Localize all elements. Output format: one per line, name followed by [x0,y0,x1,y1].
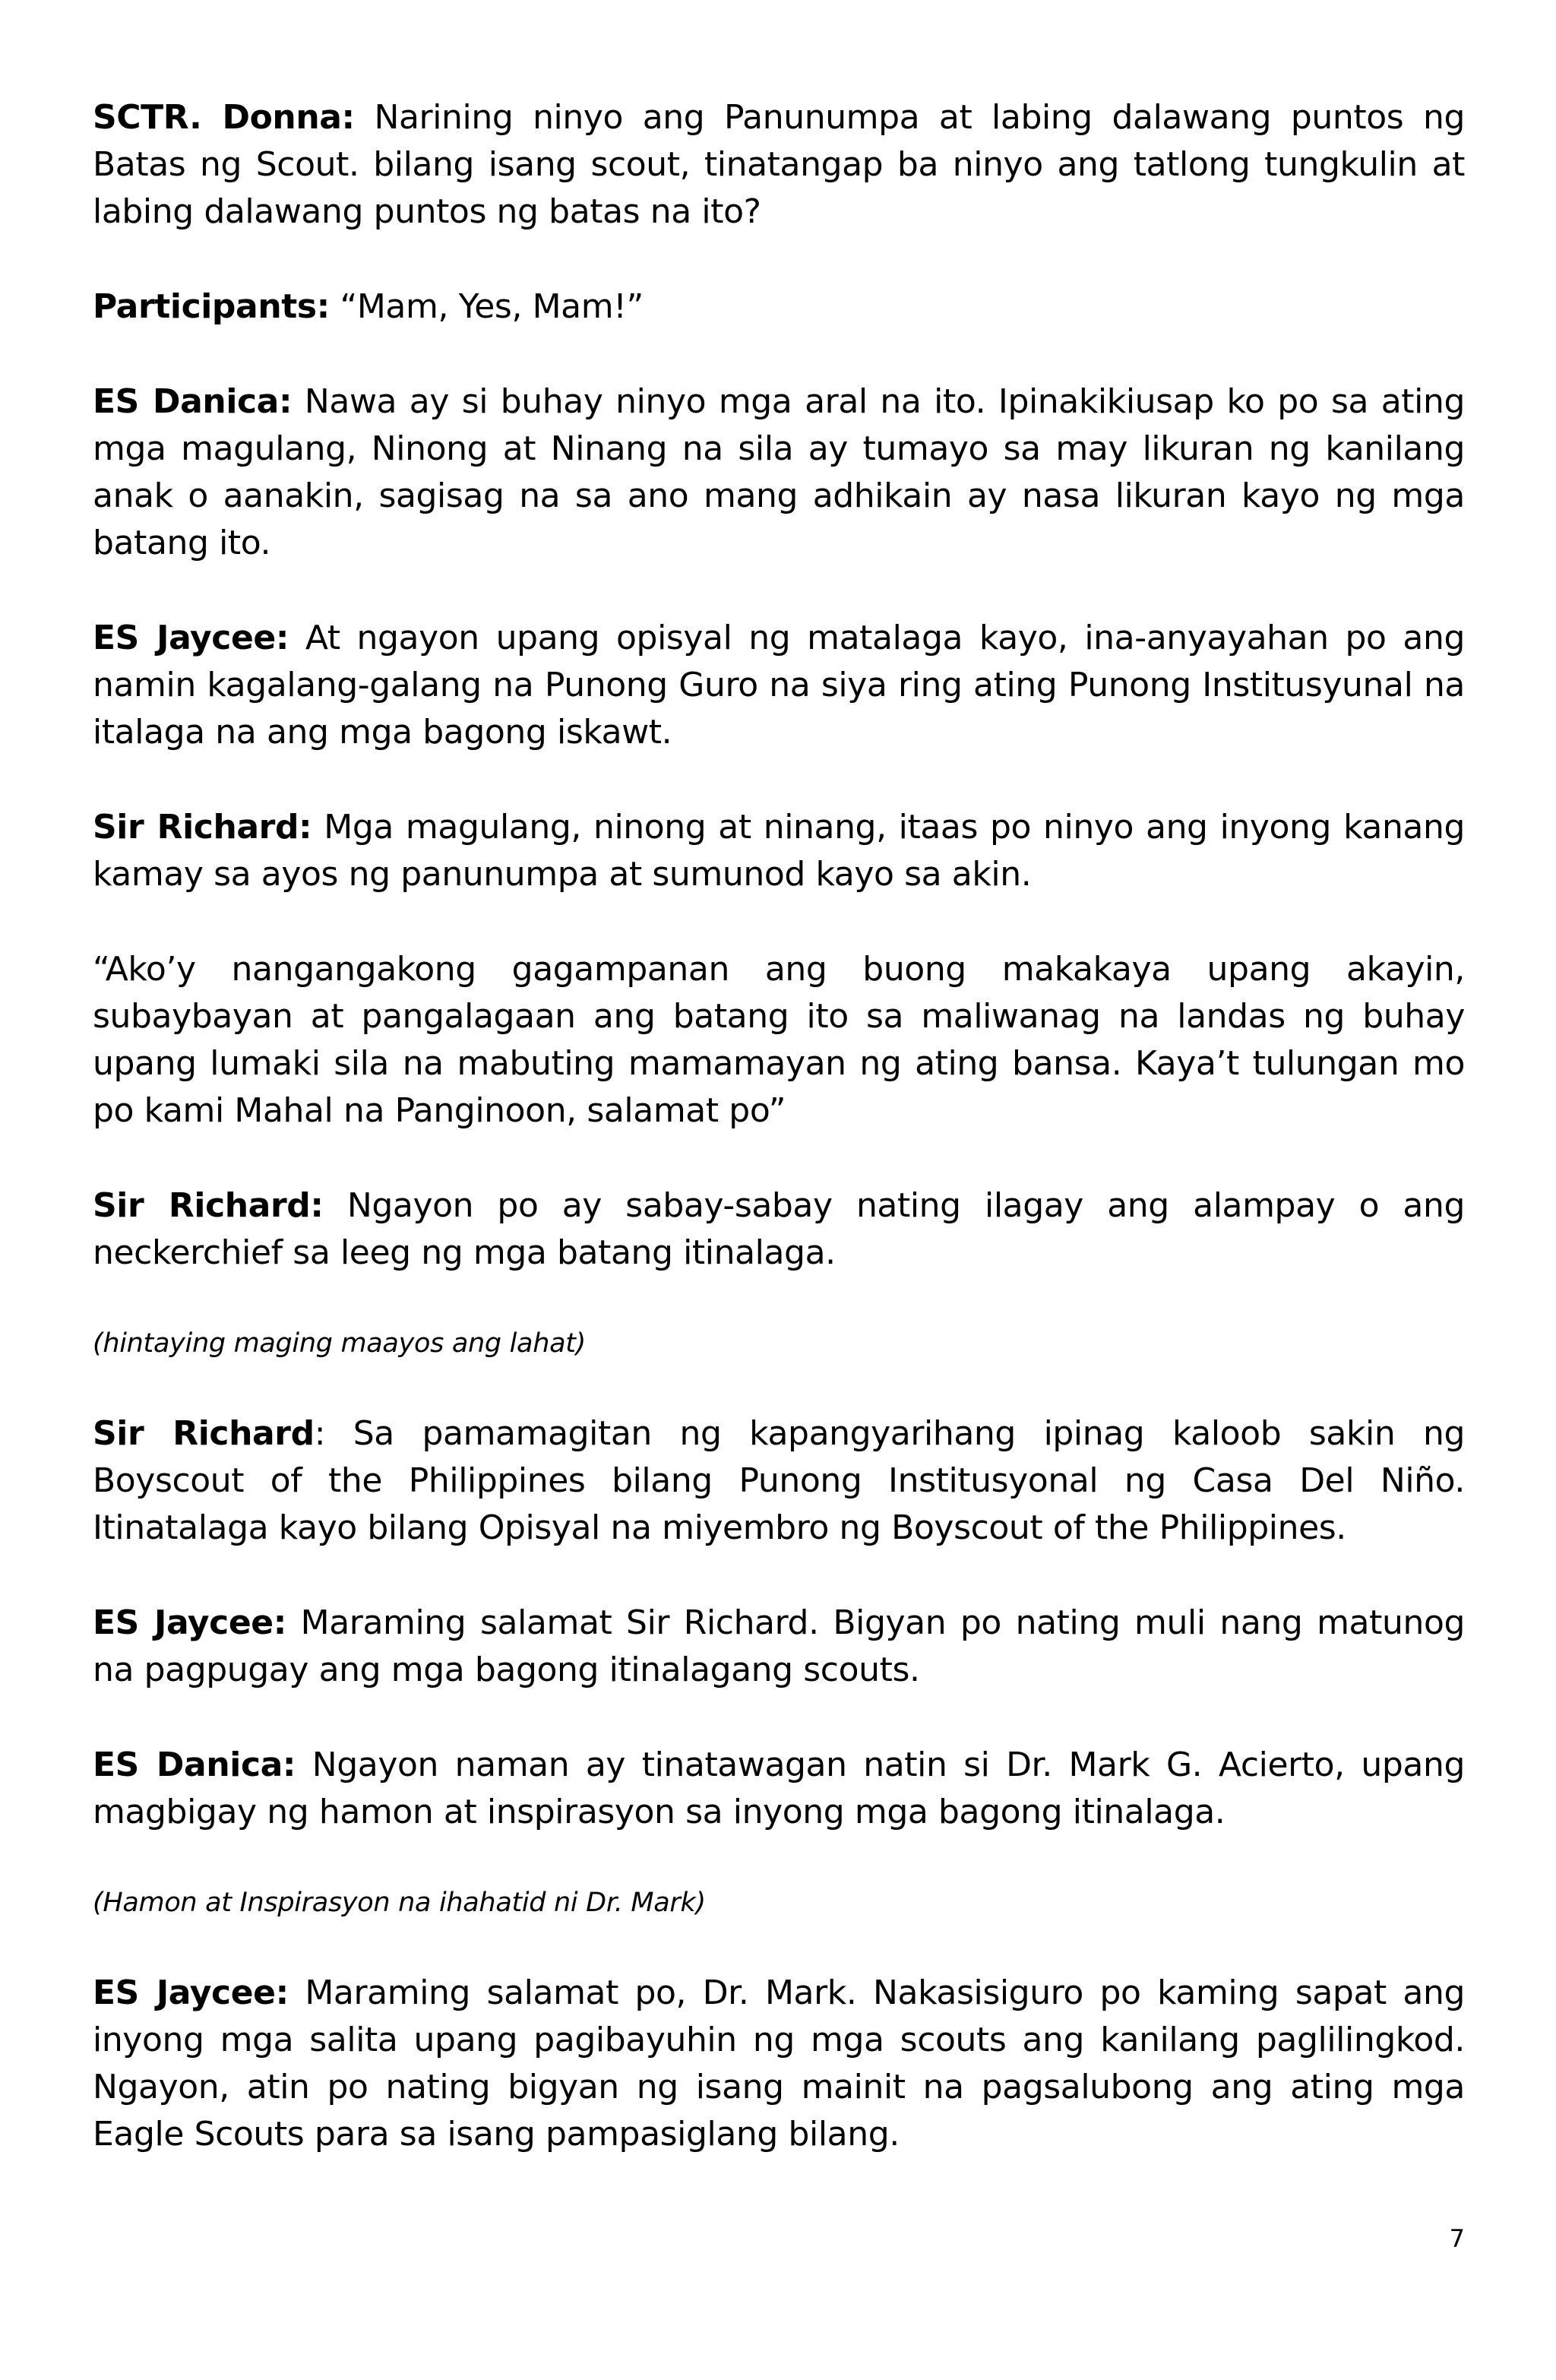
oath-paragraph [93,946,1465,1135]
speaker-label: Sir Richard [93,1414,315,1453]
dialogue-paragraph [93,378,1465,567]
dialogue-text: Narining ninyo ang Panunumpa at labing dalawang puntos ng Batas ng Scout. bilang isang scout, tinatangap ba ninyo ang tatlong tungkulin at labing dalawang puntos ng batas na ito? [93,98,1465,231]
stage-direction-text: (Hamon at Inspirasyon na ihahatid ni Dr. Mark) [93,1888,706,1918]
speaker-label: ES Jaycee: [93,1603,286,1642]
dialogue-text: Nawa ay si buhay ninyo mga aral na ito. Ipinakikiusap ko po sa ating mga magulang, Ninong at Ninang na sila ay tumayo sa may likuran ng kanilang anak o aanakin, sagisag na sa ano mang adhikain ay nasa likuran kayo ng mga batang ito. [93,382,1465,562]
speaker-label: Sir Richard: [93,1186,324,1225]
dialogue-text: Maraming salamat Sir Richard. Bigyan po nating muli nang matunog na pagpugay ang mga bagong itinalagang scouts. [93,1603,1465,1689]
dialogue-text: Mga magulang, ninong at ninang, itaas po ninyo ang inyong kanang kamay sa ayos ng panunumpa at sumunod kayo sa akin. [93,808,1466,894]
dialogue-paragraph [93,283,1465,331]
dialogue-text: Ngayon po ay sabay-sabay nating ilagay ang alampay o ang neckerchief sa leeg ng mga batang itinalaga. [93,1186,1465,1272]
script-body [93,94,1465,2206]
dialogue-paragraph [93,94,1465,236]
stage-direction-text: (hintaying maging maayos ang lahat) [93,1328,587,1359]
speaker-label: ES Jaycee: [93,1973,289,2012]
speaker-label: Sir Richard: [93,808,312,847]
speaker-label: ES Jaycee: [93,619,289,657]
page-number: 7 [1449,2224,1465,2253]
stage-direction [93,1325,1465,1362]
dialogue-text: : Sa pamamagitan ng kapangyarihang ipinag kaloob sakin ng Boyscout of the Philippines bilang Punong Institusyonal ng Casa Del Niño. Itinatalaga kayo bilang Opisyal na miyembro ng Boyscout of the Philippines. [93,1414,1465,1547]
dialogue-text: Ngayon naman ay tinatawagan natin si Dr. Mark G. Acierto, upang magbigay ng hamon at inspirasyon sa inyong mga bagong itinalaga. [93,1745,1466,1831]
speaker-label: Participants: [93,287,330,326]
stage-direction [93,1884,1465,1922]
dialogue-paragraph [93,1182,1465,1277]
dialogue-text: At ngayon upang opisyal ng matalaga kayo, ina-anyayahan po ang namin kagalang-galang na Punong Guro na siya ring ating Punong Institusyunal na italaga na ang mga bagong iskawt. [93,619,1465,752]
speaker-label: ES Danica: [93,1745,296,1784]
dialogue-paragraph [93,615,1465,756]
speaker-label: SCTR. Donna: [93,98,355,137]
dialogue-paragraph [93,804,1465,898]
dialogue-paragraph [93,1742,1465,1836]
dialogue-text: “Mam, Yes, Mam!” [329,287,644,326]
speaker-label: ES Danica: [93,382,293,421]
dialogue-text: Maraming salamat po, Dr. Mark. Nakasisiguro po kaming sapat ang inyong mga salita upang pagibayuhin ng mga scouts ang kanilang paglilingkod. Ngayon, atin po nating bigyan ng isang mainit na pagsalubong ang ating mga Eagle Scouts para sa isang pampasiglang bilang. [93,1973,1465,2154]
dialogue-paragraph [93,1970,1465,2158]
oath-text: “Ako’y nangangakong gagampanan ang buong makakaya upang akayin, subaybayan at pangalagaan ang batang ito sa maliwanag na landas ng buhay upang lumaki sila na mabuting mamamayan ng ating bansa. Kaya’t tulungan mo po kami Mahal na Panginoon, salamat po” [93,950,1465,1130]
dialogue-paragraph [93,1410,1465,1552]
dialogue-paragraph [93,1600,1465,1694]
